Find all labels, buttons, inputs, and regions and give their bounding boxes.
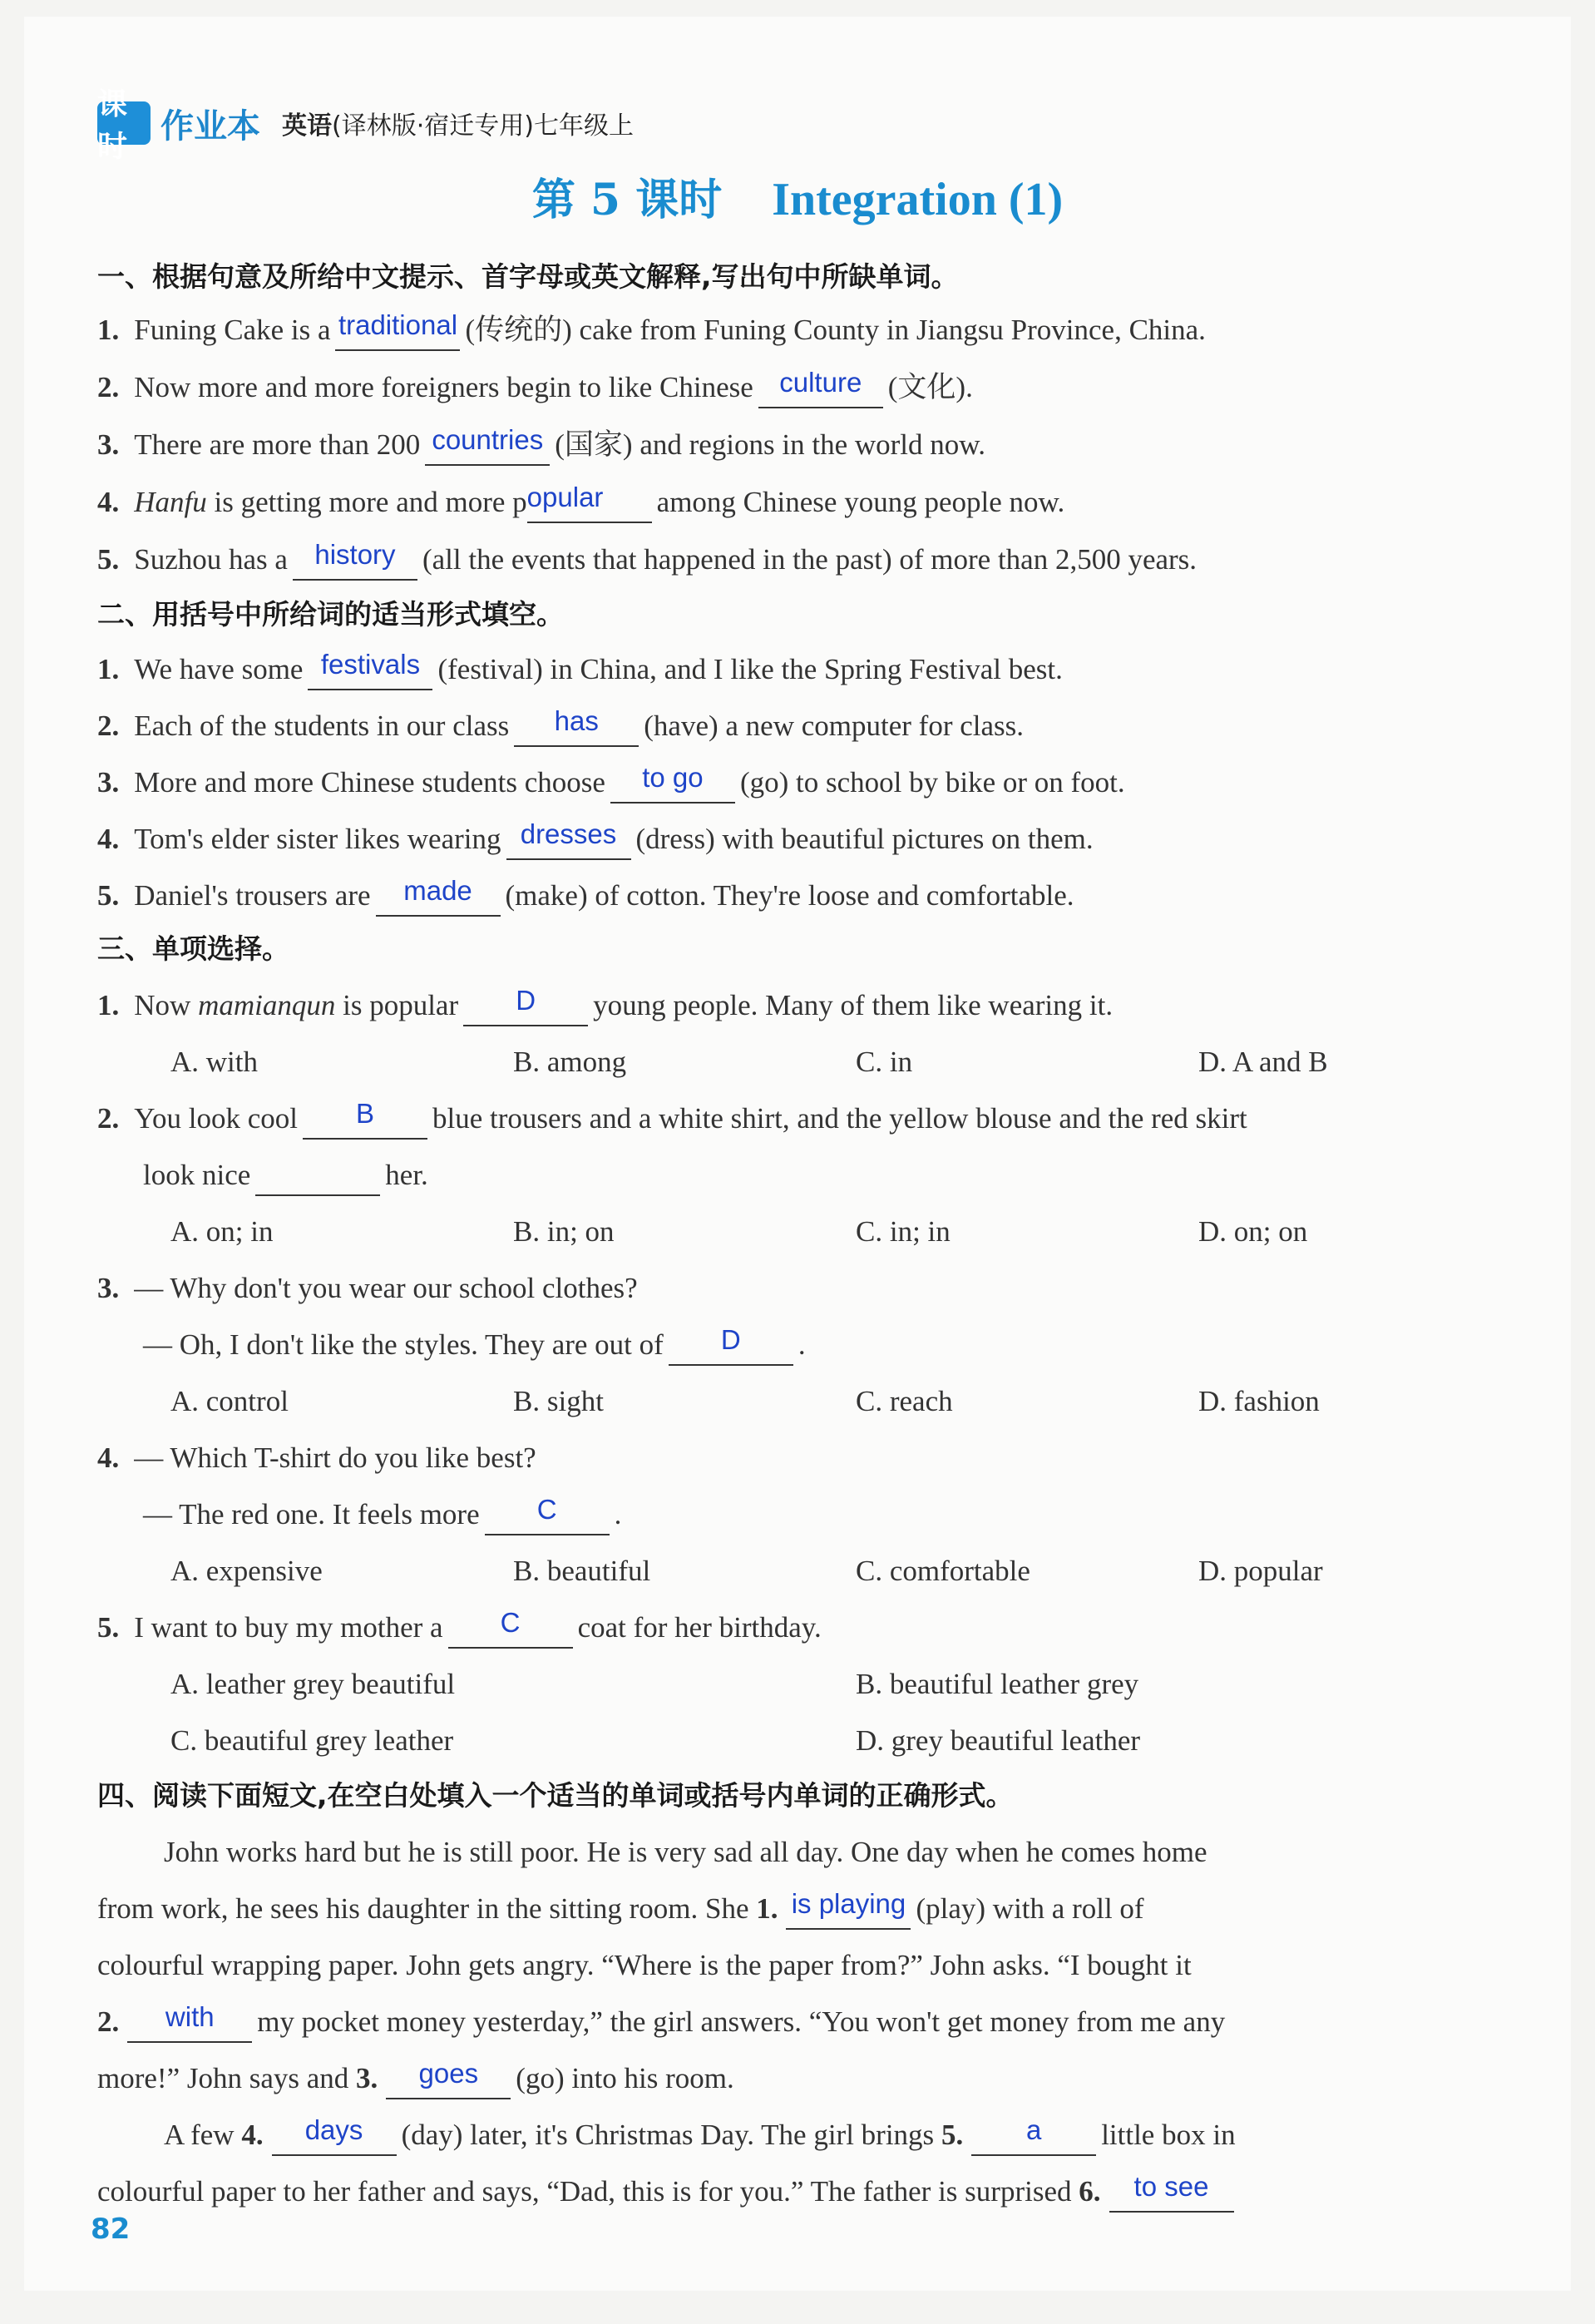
answer-text: days: [304, 2114, 363, 2145]
passage-text: A few: [164, 2119, 235, 2151]
answer-text: C: [500, 1607, 521, 1638]
p3-q1: [97, 985, 1528, 1026]
answer-blank: [272, 2114, 397, 2156]
answer-blank: [1109, 2171, 1234, 2213]
lesson-title-cn: 第 5 课时: [531, 175, 723, 225]
q-text: (文化).: [887, 371, 973, 403]
passage-text: (go) into his room.: [516, 2062, 734, 2094]
answer-blank: [308, 649, 432, 690]
q-text: We have some: [134, 653, 304, 685]
q-text: her.: [385, 1159, 428, 1191]
section-2-heading: 二、用括号中所给词的适当形式填空。: [97, 598, 564, 630]
option-b[interactable]: B. beautiful leather grey: [856, 1668, 1139, 1700]
q-text: There are more than 200: [134, 428, 421, 461]
q-number: 2.: [97, 371, 120, 403]
q-number: 4.: [97, 1441, 120, 1474]
q-number: 4.: [97, 486, 120, 518]
option-b[interactable]: B. among: [513, 1046, 627, 1078]
passage-text: my pocket money yesterday,” the girl answers. “You won't get money from me any: [257, 2005, 1226, 2038]
p3-q3-cont: [143, 1324, 1573, 1366]
q-number: 3.: [97, 428, 120, 461]
answer-text: to go: [642, 762, 704, 793]
answer-blank: [127, 2001, 252, 2043]
passage-text: (play) with a roll of: [916, 1892, 1144, 1925]
answer-text: culture: [779, 367, 862, 398]
option-c[interactable]: C. in; in: [856, 1215, 951, 1248]
q-text: You look cool: [134, 1102, 299, 1135]
option-d[interactable]: D. on; on: [1198, 1215, 1308, 1248]
q-text: — Why don't you wear our school clothes?: [134, 1272, 638, 1304]
passage-text: more!” John says and: [97, 2062, 349, 2094]
option-a[interactable]: A. on; in: [170, 1215, 274, 1248]
answer-text: history: [314, 539, 396, 570]
subject-name: 英语: [282, 111, 332, 141]
q-text: (festival) in China, and I like the Spring Festival best.: [437, 653, 1063, 685]
q-text: (all the events that happened in the past) of more than 2,500 years.: [422, 543, 1197, 576]
q-text: (go) to school by bike or on foot.: [739, 766, 1125, 799]
q-text: blue trousers and a white shirt, and the yellow blouse and the red skirt: [432, 1102, 1247, 1135]
q-text: coat for her birthday.: [577, 1611, 822, 1644]
q-text-italic: Hanfu: [134, 486, 207, 518]
p1-q4: [97, 482, 1528, 523]
q-text-italic: mamianqun: [198, 989, 336, 1021]
answer-text: to see: [1133, 2171, 1209, 2202]
q-text: Daniel's trousers are: [134, 879, 371, 912]
page-header: [97, 87, 634, 164]
answer-text: goes: [418, 2058, 479, 2089]
q-text: look nice: [143, 1159, 251, 1191]
option-a[interactable]: A. with: [170, 1046, 258, 1078]
answer-blank: [514, 705, 639, 747]
q-text: is getting more and more p: [206, 486, 527, 518]
answer-text: D: [720, 1324, 741, 1355]
q-number: 3.: [97, 766, 120, 799]
q-text: (have) a new computer for class.: [644, 710, 1025, 742]
blank-number: 3.: [356, 2062, 378, 2094]
passage-line-2: [97, 1888, 1528, 1930]
option-d[interactable]: D. grey beautiful leather: [856, 1724, 1141, 1757]
subject-label: [282, 105, 634, 141]
option-d[interactable]: D. popular: [1198, 1555, 1323, 1587]
q-text: — The red one. It feels more: [143, 1498, 480, 1530]
subject-detail: (译林版·宿迁专用)七年级上: [332, 111, 634, 141]
answer-text: countries: [432, 424, 544, 455]
q-text: Suzhou has a: [134, 543, 288, 576]
option-d[interactable]: D. A and B: [1198, 1046, 1328, 1078]
answer-blank: [485, 1494, 610, 1535]
brand-logo: [97, 87, 260, 164]
passage-line-6: [97, 2114, 1594, 2156]
option-b[interactable]: B. beautiful: [513, 1555, 651, 1587]
p3-q2-cont: [143, 1155, 1573, 1196]
blank-number: 2.: [97, 2005, 120, 2038]
q-number: 5.: [97, 1611, 120, 1644]
q-text: is popular: [335, 989, 459, 1021]
q-text: — Oh, I don't like the styles. They are out of: [143, 1328, 664, 1361]
blank-number: 6.: [1079, 2175, 1101, 2208]
answer-blank: [303, 1098, 427, 1140]
q-number: 1.: [97, 653, 120, 685]
answer-blank: [669, 1324, 793, 1366]
answer-blank: [463, 985, 588, 1026]
answer-blank: [255, 1158, 380, 1196]
p3-q4: [97, 1437, 1528, 1479]
answer-text: B: [356, 1098, 375, 1129]
section-3-heading: 三、单项选择。: [97, 932, 289, 965]
p2-q4: [97, 818, 1528, 860]
answer-blank: [448, 1607, 573, 1649]
answer-text: opular: [526, 482, 604, 512]
passage-text: little box in: [1101, 2119, 1236, 2151]
q-text: (传统的) cake from Funing County in Jiangsu Province, China.: [465, 314, 1206, 346]
option-c[interactable]: C. comfortable: [856, 1555, 1030, 1587]
page-number: 82: [91, 2213, 131, 2246]
p2-q3: [97, 762, 1528, 804]
answer-blank: [506, 818, 631, 860]
logo-text: 作业本: [160, 106, 260, 146]
answer-blank: [758, 367, 883, 408]
q-text: .: [798, 1328, 806, 1361]
blank-number: 4.: [241, 2119, 264, 2151]
option-b[interactable]: B. sight: [513, 1385, 604, 1417]
q-text: (make) of cotton. They're loose and comfortable.: [505, 879, 1074, 912]
answer-blank: [335, 309, 460, 351]
p2-q2: [97, 705, 1528, 747]
q-number: 4.: [97, 823, 120, 855]
p3-q2: [97, 1098, 1528, 1140]
q-text: .: [614, 1498, 622, 1530]
q-text: More and more Chinese students choose: [134, 766, 605, 799]
blank-number: 5.: [941, 2119, 964, 2151]
option-a[interactable]: A. expensive: [170, 1555, 323, 1587]
option-a[interactable]: A. leather grey beautiful: [170, 1668, 456, 1700]
option-c[interactable]: C. reach: [856, 1385, 953, 1417]
lesson-title-en: Integration (1): [772, 174, 1064, 225]
answer-text: D: [516, 985, 536, 1016]
answer-text: has: [554, 705, 599, 736]
q-text: Now more and more foreigners begin to like Chinese: [134, 371, 753, 403]
answer-blank: [386, 2058, 511, 2099]
q-text: I want to buy my mother a: [134, 1611, 443, 1644]
blank-number: 1.: [756, 1892, 778, 1925]
answer-blank: [786, 1888, 911, 1930]
q-number: 2.: [97, 710, 120, 742]
passage-line-5: [97, 2058, 1528, 2099]
section-4-heading: 四、阅读下面短文,在空白处填入一个适当的单词或括号内单词的正确形式。: [97, 1779, 1014, 1812]
answer-blank: [971, 2114, 1096, 2156]
q-text: Tom's elder sister likes wearing: [134, 823, 501, 855]
passage-text: colourful paper to her father and says, “Dad, this is for you.” The father is surprised: [97, 2175, 1072, 2208]
answer-blank: [526, 482, 652, 523]
q-number: 5.: [97, 543, 120, 576]
passage-line-7: [97, 2171, 1528, 2213]
q-number: 3.: [97, 1272, 120, 1304]
answer-blank: [376, 875, 501, 917]
passage-text: (day) later, it's Christmas Day. The girl brings: [401, 2119, 935, 2151]
answer-blank: [610, 762, 735, 804]
q-text: among Chinese young people now.: [656, 486, 1065, 518]
lesson-title: [24, 165, 1571, 227]
option-b[interactable]: B. in; on: [513, 1215, 615, 1248]
p1-q2: [97, 367, 1528, 408]
option-a[interactable]: A. control: [170, 1385, 289, 1417]
q-number: 2.: [97, 1102, 120, 1135]
p1-q5: [97, 539, 1528, 581]
logo-box: 课时: [97, 101, 151, 145]
p1-q1: [97, 309, 1528, 351]
answer-text: a: [1026, 2114, 1042, 2145]
workbook-page: [24, 17, 1571, 2291]
section-1-heading: 一、根据句意及所给中文提示、首字母或英文解释,写出句中所缺单词。: [97, 260, 959, 293]
answer-text: made: [403, 875, 472, 906]
q-text: Funing Cake is a: [134, 314, 331, 346]
p3-q4-cont: [143, 1494, 1573, 1535]
q-text: (dress) with beautiful pictures on them.: [635, 823, 1094, 855]
q-text: Each of the students in our class: [134, 710, 510, 742]
p3-q3: [97, 1268, 1528, 1309]
option-d[interactable]: D. fashion: [1198, 1385, 1320, 1417]
q-text: (国家) and regions in the world now.: [555, 428, 986, 461]
answer-text: dresses: [520, 818, 617, 849]
passage-text: from work, he sees his daughter in the sitting room. She: [97, 1892, 749, 1925]
answer-text: with: [165, 2001, 215, 2032]
answer-text: traditional: [338, 309, 458, 340]
passage-line-3: colourful wrapping paper. John gets angry. “Where is the paper from?” John asks. “I bought it: [97, 1949, 1192, 1981]
answer-blank: [293, 539, 417, 581]
passage-line-1: John works hard but he is still poor. He is very sad all day. One day when he comes home: [164, 1836, 1207, 1868]
q-number: 1.: [97, 989, 120, 1021]
answer-text: is playing: [791, 1888, 906, 1919]
q-number: 5.: [97, 879, 120, 912]
q-text: — Which T-shirt do you like best?: [134, 1441, 536, 1474]
answer-text: festivals: [320, 649, 421, 680]
option-c[interactable]: C. in: [856, 1046, 913, 1078]
p2-q1: [97, 649, 1528, 690]
q-text: Now: [134, 989, 199, 1021]
q-number: 1.: [97, 314, 120, 346]
passage-line-4: [97, 2001, 1528, 2043]
p1-q3: [97, 424, 1528, 466]
answer-text: C: [536, 1494, 557, 1525]
p2-q5: [97, 875, 1528, 917]
q-text: young people. Many of them like wearing it.: [593, 989, 1114, 1021]
p3-q5: [97, 1607, 1528, 1649]
answer-blank: [425, 424, 550, 466]
option-c[interactable]: C. beautiful grey leather: [170, 1724, 454, 1757]
